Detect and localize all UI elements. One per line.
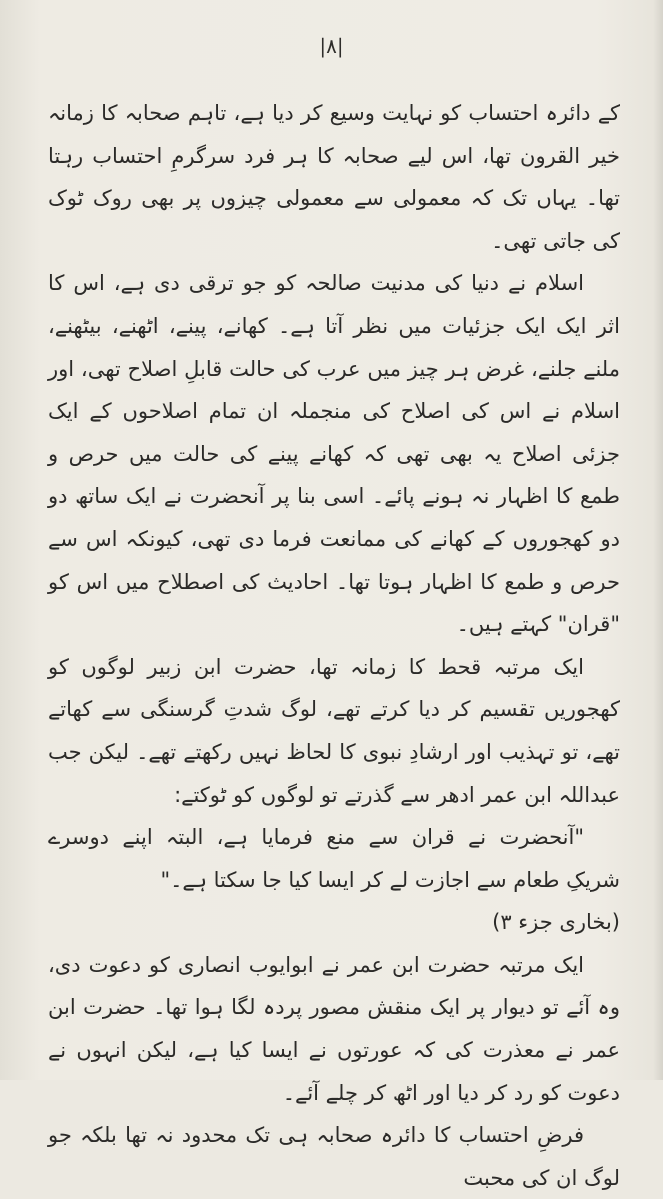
page-edge-shadow bbox=[653, 0, 663, 1080]
paragraph-accountability: کے دائرہ احتساب کو نہایت وسیع کر دیا ہے، تاہم صحابہ کا زمانہ خیر القرون تھا، اس لیے صحابہ کا ہر فرد سرگرمِ احتساب رہتا تھا۔ یہاں تک کہ معمولی سے معمولی چیزوں پر بھی روک ٹوک کی جاتی تھی۔ bbox=[48, 101, 620, 253]
paragraph-ibn-umar-invitation: ایک مرتبہ حضرت ابن عمر نے ابوایوب انصاری کو دعوت دی، وہ آئے تو دیوار پر ایک منقش مصور پردہ لگا ہوا تھا۔ حضرت ابن عمر نے معذرت کی کہ عورتوں نے ایسا کیا ہے، لیکن انہوں نے دعوت کو رد کر دیا اور اٹھ کر چلے آئے۔ bbox=[48, 952, 620, 1105]
hadith-quote: "آنحضرت نے قران سے منع فرمایا ہے، البتہ اپنے دوسرے شریکِ طعام سے اجازت لے کر ایسا کیا جا سکتا ہے۔" bbox=[48, 825, 620, 892]
hadith-reference: (بخاری جزء ۳) bbox=[492, 910, 620, 935]
paragraph-scope-of-accountability: فرضِ احتساب کا دائرہ صحابہ ہی تک محدود نہ تھا بلکہ جو لوگ ان کی محبت bbox=[48, 1123, 620, 1190]
paragraph-famine-story: ایک مرتبہ قحط کا زمانہ تھا، حضرت ابن زبیر لوگوں کو کھجوریں تقسیم کر دیا کرتے تھے، لوگ شدتِ گرسنگی سے کھاتے تھے، تو تہذیب اور ارشادِ نبوی کا لحاظ نہیں رکھتے تھے۔ لیکن جب عبداللہ ابن عمر ادھر سے گذرتے تو لوگوں کو ٹوکتے: bbox=[48, 654, 620, 807]
page-number: |۸| bbox=[319, 34, 344, 58]
page-body bbox=[48, 92, 620, 1199]
paragraph-islam-reform: اسلام نے دنیا کی مدنیت صالحہ کو جو ترقی دی ہے، اس کا اثر ایک ایک جزئیات میں نظر آتا ہے۔ کھانے، پینے، اٹھنے، بیٹھنے، ملنے جلنے، غرض ہر چیز میں عرب کی حالت قابلِ اصلاح تھی، اور اسلام نے اس کی اصلاح کی منجملہ ان تمام اصلاحوں کے ایک جزئی اصلاح یہ بھی تھی کہ کھانے پینے کی حالت میں حرص و طمع کا اظہار نہ ہونے پائے۔ اسی بنا پر آنحضرت نے ایک ساتھ دو دو کھجوروں کے کھانے کی ممانعت فرما دی تھی، کیونکہ اس سے حرص و طمع کا اظہار ہوتا تھا۔ احادیث کی اصطلاح میں اس کو "قران" کہتے ہیں۔ bbox=[48, 271, 620, 637]
